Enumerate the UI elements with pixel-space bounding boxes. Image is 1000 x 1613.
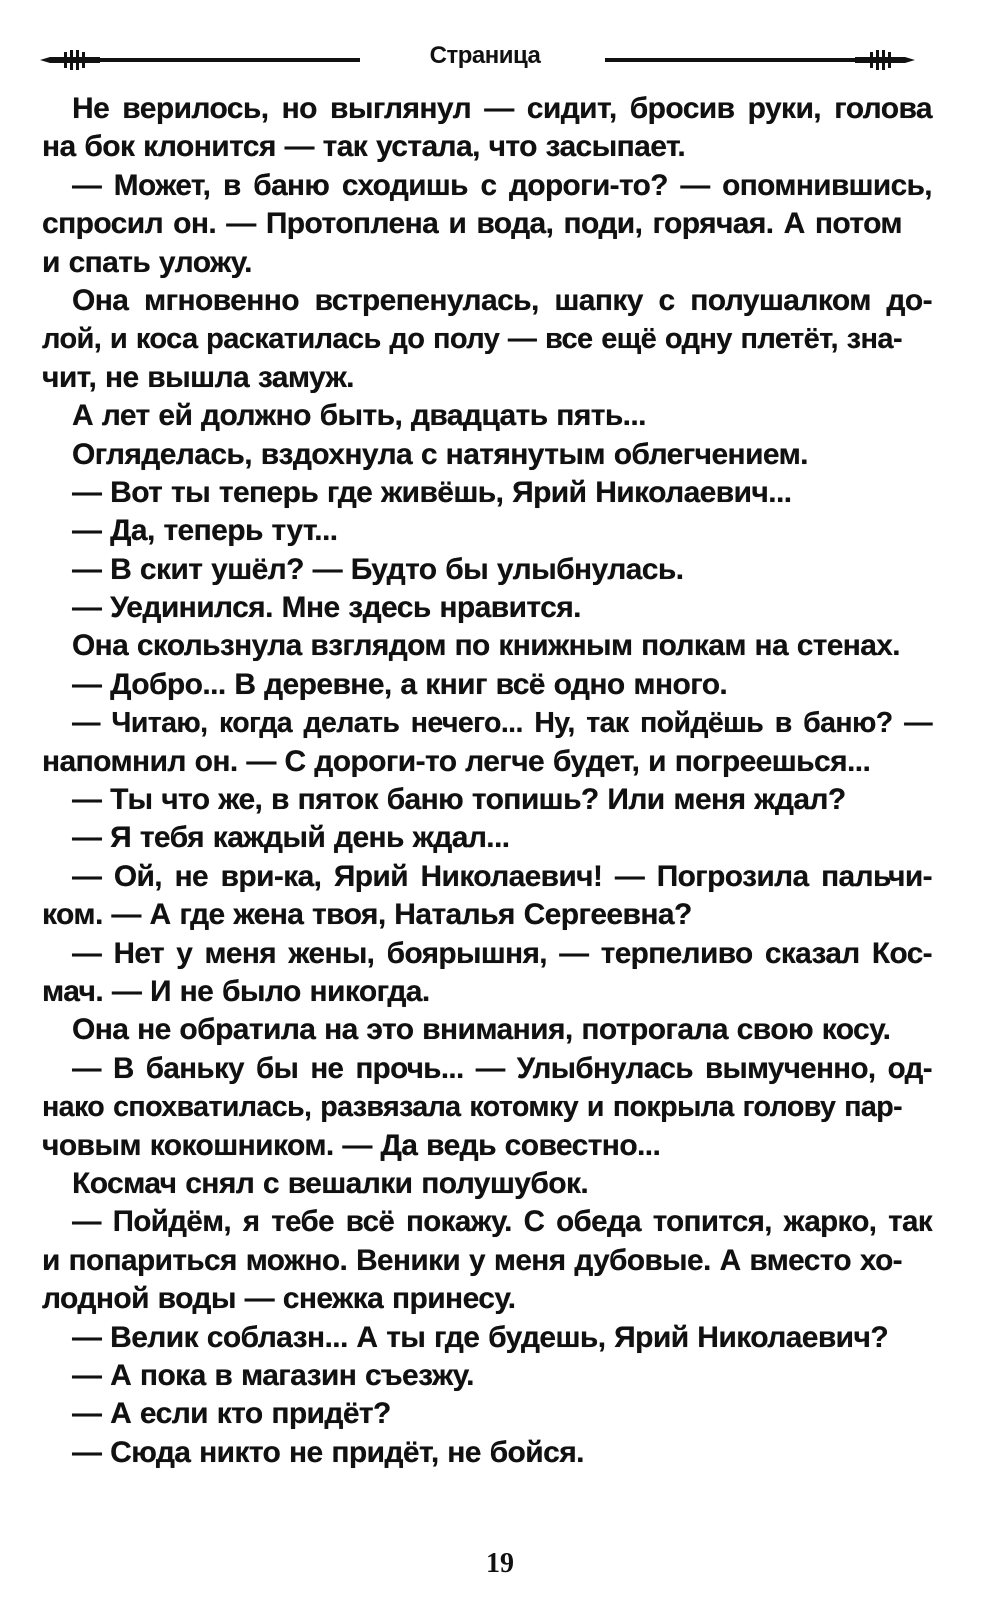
right-ornament-icon xyxy=(855,49,915,71)
running-header xyxy=(40,40,910,76)
text-line: Космач снял с вешалки полушубок. xyxy=(72,1166,589,1200)
text-line: — Я тебя каждый день ждал... xyxy=(72,821,510,855)
text-line: нако спохватилась, развязала котомку и покрыла голову пар- xyxy=(42,1091,902,1124)
text-line: — Может, в баню сходишь с дороги-то? — опомнившись, xyxy=(72,168,932,202)
text-line: — А пока в магазин съезжу. xyxy=(72,1358,474,1392)
text-line: спросил он. — Протоплена и вода, поди, горячая. А потом xyxy=(42,207,902,241)
running-title: Страница xyxy=(429,42,541,69)
text-line: Огляделась, вздохнула с натянутым облегчением. xyxy=(72,437,808,471)
text-line: на бок клонится — так устала, что засыпает. xyxy=(42,130,686,164)
text-line: — Велик соблазн... А ты где будешь, Ярий Николаевич? xyxy=(72,1320,889,1354)
text-line: — А если кто придёт? xyxy=(72,1397,391,1431)
text-line: А лет ей должно быть, двадцать пять... xyxy=(72,399,646,433)
body-text xyxy=(42,90,932,1472)
text-line: мач. — И не было никогда. xyxy=(42,974,430,1008)
text-line: — Сюда никто не придёт, не бойся. xyxy=(72,1435,584,1469)
text-line: Она скользнула взглядом по книжным полкам на стенах. xyxy=(72,629,901,663)
text-line: — Нет у меня жены, боярышня, — терпеливо сказал Кос- xyxy=(72,936,932,970)
text-line: — Вот ты теперь где живёшь, Ярий Николаевич... xyxy=(72,475,792,509)
text-line: и спать уложу. xyxy=(42,245,252,279)
text-line: — Добро... В деревне, а книг всё одно много. xyxy=(72,667,728,701)
text-line: — Пойдём, я тебе всё покажу. С обеда топится, жарко, так xyxy=(72,1205,932,1239)
page-number: 19 xyxy=(486,1548,514,1579)
text-line: — Ой, не ври-ка, Ярий Николаевич! — Погрозила пальчи- xyxy=(72,859,932,893)
text-line: Она мгновенно встрепенулась, шапку с полушалком до- xyxy=(72,283,932,317)
text-line: чит, не вышла замуж. xyxy=(42,360,354,394)
text-line: лой, и коса раскатилась до полу — все ещё одну плетёт, зна- xyxy=(42,323,902,356)
text-line: лодной воды — снежка принесу. xyxy=(42,1282,516,1316)
text-line: — Читаю, когда делать нечего... Ну, так пойдёшь в баню? — xyxy=(72,707,932,740)
text-line: напомнил он. — С дороги-то легче будет, и погреешься... xyxy=(42,744,871,778)
text-line: — Уединился. Мне здесь нравится. xyxy=(72,591,581,625)
text-line: — Ты что же, в пяток баню топишь? Или меня ждал? xyxy=(72,783,846,817)
text-line: — В скит ушёл? — Будто бы улыбнулась. xyxy=(72,552,684,586)
text-line: — В баньку бы не прочь... — Улыбнулась вымученно, од- xyxy=(72,1051,932,1085)
header-rule-left xyxy=(60,58,360,62)
text-line: Она не обратила на это внимания, потрогала свою косу. xyxy=(72,1013,891,1047)
text-line: и попариться можно. Веники у меня дубовые. А вместо хо- xyxy=(42,1243,902,1277)
text-line: — Да, теперь тут... xyxy=(72,514,338,548)
header-rule-right xyxy=(605,58,885,62)
text-line: Не верилось, но выглянул — сидит, бросив руки, голова xyxy=(72,92,932,125)
text-line: ком. — А где жена твоя, Наталья Сергеевна? xyxy=(42,898,692,932)
text-line: човым кокошником. — Да ведь совестно... xyxy=(42,1128,661,1162)
